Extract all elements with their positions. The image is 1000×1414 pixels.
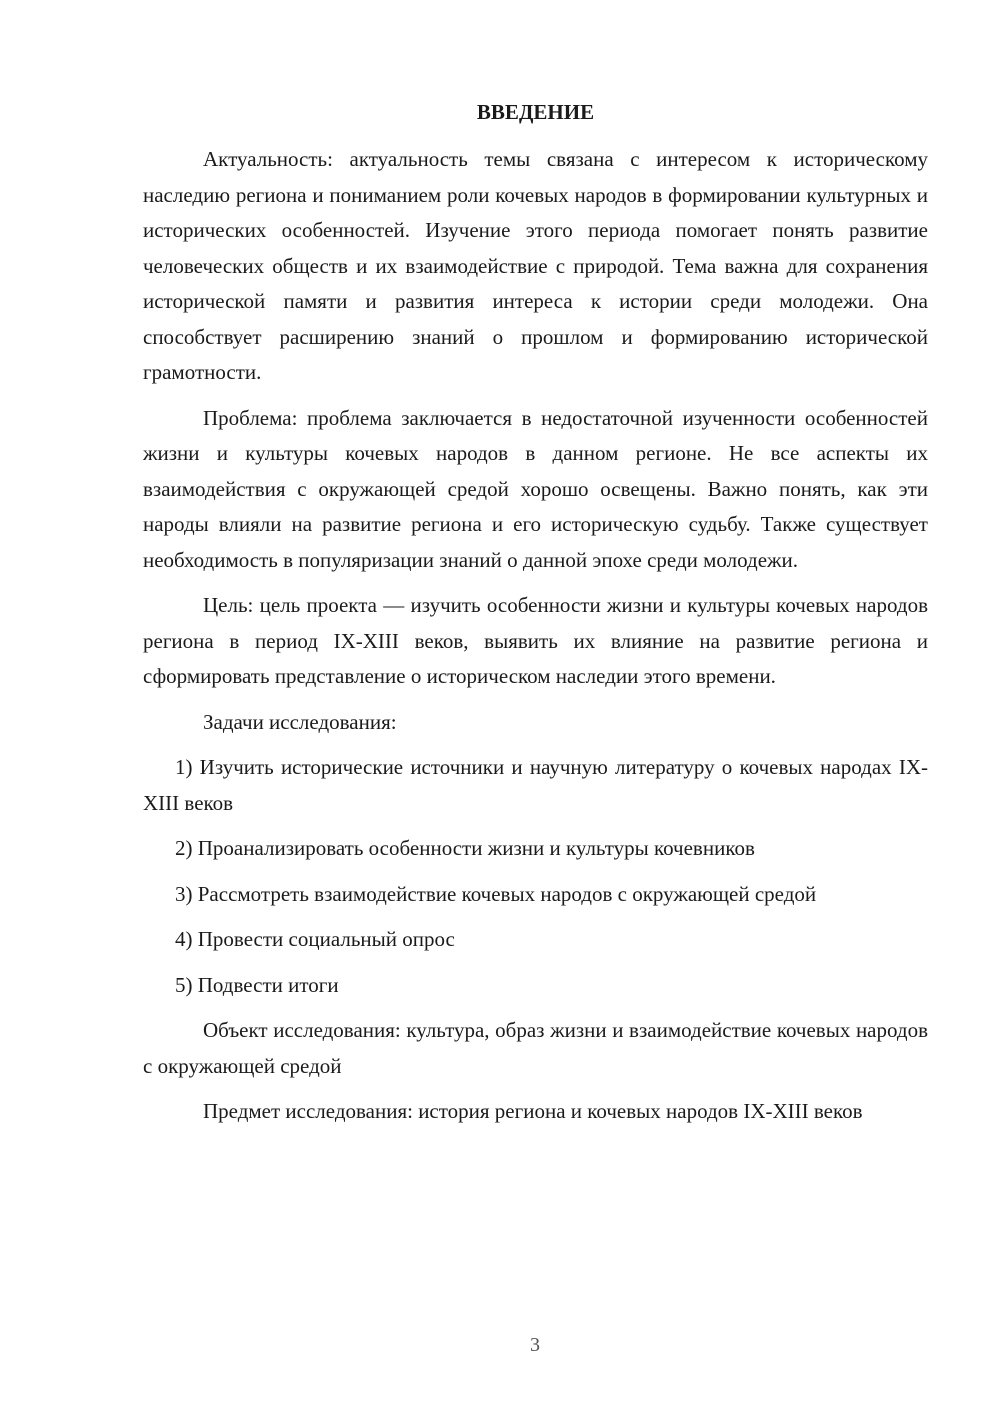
list-item: 4) Провести социальный опрос (175, 927, 455, 951)
list-item: 1) Изучить исторические источники и научную литературу о кочевых народах IX-XIII веков (143, 755, 928, 815)
document-body (143, 142, 928, 1140)
page-number: 3 (530, 1334, 540, 1356)
object-paragraph: Объект исследования: культура, образ жизни и взаимодействие кочевых народов с окружающей средой (143, 1018, 928, 1078)
section-heading: ВВЕДЕНИЕ (476, 100, 595, 124)
goal-paragraph: Цель: цель проекта — изучить особенности жизни и культуры кочевых народов региона в период IX-XIII веков, выявить их влияние на развитие региона и сформировать представление о историческом наследии этого времени. (143, 593, 928, 688)
problem-paragraph: Проблема: проблема заключается в недостаточной изученности особенностей жизни и культуры кочевых народов в данном регионе. Не все аспекты их взаимодействия с окружающей средой хорошо освещены. Важно понять, как эти народы влияли на развитие региона и его историческую судьбу. Также существует необходимость в популяризации знаний о данной эпохе среди молодежи. (143, 405, 928, 572)
tasks-list (143, 750, 928, 1003)
tasks-title: Задачи исследования: (203, 709, 397, 734)
list-item: 5) Подвести итоги (175, 972, 339, 997)
relevance-paragraph: Актуальность: актуальность темы связана с интересом к историческому наследию региона и пониманием роли кочевых народов в формировании культурных и исторических особенностей. Изучение этого периода помогает понять развитие человеческих обществ и их взаимодействие с природой. Тема важна для сохранения исторической памяти и развития интереса к истории среди молодежи. Она способствует расширению знаний о прошлом и формированию исторической грамотности. (143, 147, 928, 384)
list-item: 3) Рассмотреть взаимодействие кочевых народов с окружающей средой (175, 881, 817, 906)
subject-paragraph: Предмет исследования: история региона и кочевых народов IX-XIII веков (203, 1099, 863, 1123)
list-item: 2) Проанализировать особенности жизни и культуры кочевников (175, 836, 755, 860)
